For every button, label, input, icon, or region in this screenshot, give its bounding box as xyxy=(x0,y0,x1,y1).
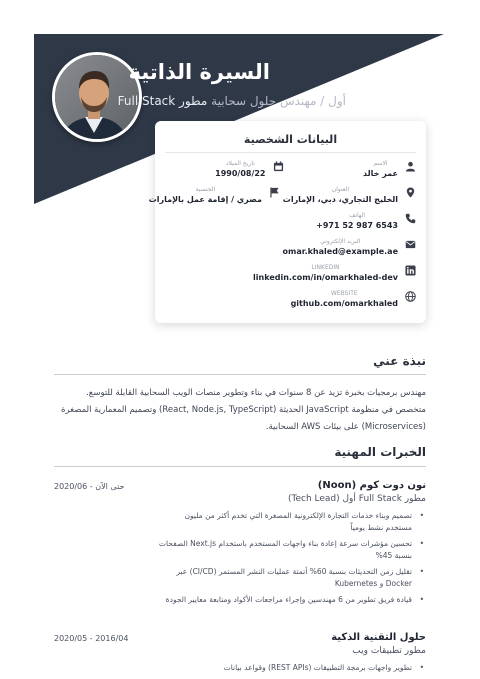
job-point: • تحسين مؤشرات سرعة إعادة بناء واجهات المستخدم باستخدام Next.js الصفحات بنسبة 45% xyxy=(156,538,426,562)
flag-icon xyxy=(269,187,280,198)
email-value[interactable]: omar.khaled@example.ae xyxy=(282,247,398,256)
info-birthdate xyxy=(165,159,284,179)
name-label: الاسم xyxy=(373,160,388,167)
globe-icon xyxy=(405,291,416,302)
subtitle-faded: أول / مهندس حلول سحابية xyxy=(211,94,346,108)
experience-divider xyxy=(54,466,426,467)
person-icon xyxy=(405,161,416,172)
job-role: مطور Full Stack أول (Tech Lead) xyxy=(287,494,426,504)
envelope-icon xyxy=(405,239,416,250)
info-row xyxy=(165,289,416,309)
info-email xyxy=(165,237,416,257)
job-point: • قيادة فريق تطوير من 6 مهندسين وإجراء مراجعات الأكواد ومتابعة معايير الجودة xyxy=(156,594,426,606)
info-row xyxy=(165,211,416,231)
job-date: 2016/04 - 2020/05 xyxy=(54,634,129,643)
page-subtitle xyxy=(118,94,346,108)
job-point: • تطوير واجهات برمجة التطبيقات (REST APIs) وقواعد بيانات xyxy=(156,662,426,674)
job-company: نون دوت كوم (Noon) xyxy=(317,480,426,491)
info-linkedin xyxy=(165,263,416,283)
job-role: مطور تطبيقات ويب xyxy=(352,646,426,656)
job-points xyxy=(156,510,426,606)
job-point: • تصميم وبناء خدمات التجارة الإلكترونية المصغرة التي تخدم أكثر من مليون مستخدم نشط يومياً xyxy=(156,510,426,534)
nationality-label: الجنسية xyxy=(195,186,216,193)
website-value[interactable]: github.com/omarkhaled xyxy=(290,299,398,308)
summary-text: مهندس برمجيات بخبرة تزيد عن 8 سنوات في بناء وتطوير منصات الويب السحابية القابلة للتوسع. متخصص في منظومة JavaScript الحديثة (React, Node.js, TypeScript) وتصميم المعمارية المصغرة (Microservices) على بيئات AWS السحابية. xyxy=(61,388,426,432)
phone-label: الهاتف xyxy=(349,212,366,219)
personal-info-title: البيانات الشخصية xyxy=(165,133,416,153)
name-value: عمر خالد xyxy=(363,169,398,178)
birthdate-value: 1990/08/22 xyxy=(215,169,266,178)
info-nationality xyxy=(148,185,280,205)
address-label: العنوان xyxy=(331,186,350,193)
phone-icon xyxy=(405,213,416,224)
job-points xyxy=(156,662,426,674)
info-address xyxy=(282,185,416,205)
job-company: حلول التقنية الذكية xyxy=(331,632,426,643)
info-phone xyxy=(165,211,416,231)
info-row xyxy=(165,159,416,179)
nationality-value: مصري / إقامة عمل بالإمارات xyxy=(148,195,262,204)
info-name xyxy=(298,159,417,179)
personal-info-card xyxy=(148,121,426,323)
job-point: • تقليل زمن التحديثات بنسبة 60% أتمتة عمليات النشر المستمر (CI/CD) عبر Docker و Kubernetes xyxy=(156,566,426,590)
info-website xyxy=(165,289,416,309)
linkedin-value[interactable]: linkedin.com/in/omarkhaled-dev xyxy=(253,273,398,282)
website-label: WEBSITE xyxy=(330,290,358,297)
info-row xyxy=(165,237,416,257)
info-row xyxy=(148,185,416,205)
linkedin-icon xyxy=(405,265,416,276)
calendar-icon xyxy=(273,161,284,172)
address-value: الخليج التجاري، دبي، الإمارات xyxy=(282,195,398,204)
job-date: حتى الآن - 2020/06 xyxy=(54,482,125,491)
summary-heading: نبذة عني xyxy=(373,354,426,368)
phone-value[interactable]: +971 52 987 6543 xyxy=(316,221,398,230)
linkedin-label: LINKEDIN xyxy=(311,264,340,271)
experience-heading: الخبرات المهنية xyxy=(334,445,426,459)
subtitle-main: مطور Full Stack xyxy=(117,94,208,108)
summary-divider xyxy=(54,374,426,375)
birthdate-label: تاريخ الميلاد xyxy=(225,160,255,167)
email-label: البريد الإلكتروني xyxy=(320,238,361,245)
map-pin-icon xyxy=(405,187,416,198)
page-title: السيرة الذاتية xyxy=(128,60,270,84)
info-row xyxy=(165,263,416,283)
